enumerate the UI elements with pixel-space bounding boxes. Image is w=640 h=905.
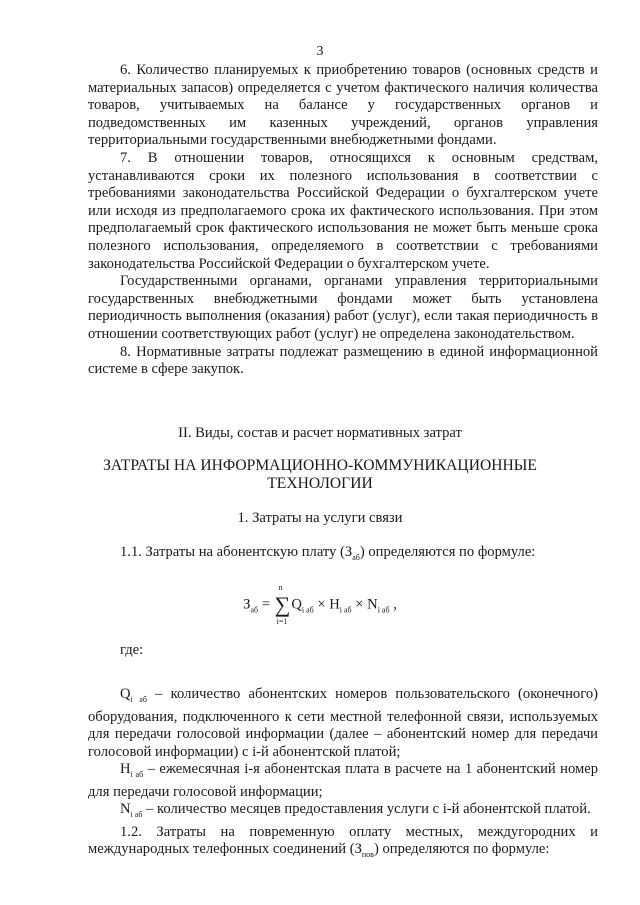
formula-h-sub: i аб — [339, 605, 352, 615]
section-title: II. Виды, состав и расчет нормативных затрат — [178, 425, 462, 441]
definition-h — [88, 761, 598, 801]
formula-lhs-sub: аб — [250, 605, 259, 615]
sum-sign — [274, 583, 291, 626]
sum-top: n — [278, 583, 283, 592]
para-1-1-after: ) определяются по формуле: — [359, 544, 536, 560]
paragraph-1-1 — [88, 544, 598, 567]
para-1-2-before: 1.2. Затраты на повременную оплату местных, междугородних и международных телефонных соединений ( — [88, 823, 598, 858]
paragraph-8: 8. Нормативные затраты подлежат размещению в единой информационной системе в сфере закупок. — [88, 343, 598, 378]
def-q-sym: Q — [120, 686, 131, 702]
top-paragraphs — [88, 62, 598, 379]
sub-heading: 1. Затраты на услуги связи — [237, 510, 403, 526]
para-1-1-sub: аб — [352, 552, 360, 562]
formula-q-sub: i аб — [301, 605, 314, 615]
where-block — [88, 642, 598, 660]
formula-end: , — [389, 596, 397, 613]
main-heading-line2: ТЕХНОЛОГИИ — [267, 475, 373, 492]
definition-q — [88, 686, 598, 761]
formula-lhs: З — [243, 596, 251, 613]
formula-x2: × — [351, 596, 368, 613]
formula-eq: = — [258, 596, 274, 613]
definition-n — [88, 801, 598, 824]
paragraph-6: 6. Количество планируемых к приобретению товаров (основных средств и материальных запасов) определяется с учетом фактического наличия количества товаров, учитываемых на балансе у государственных органов и подведомственных им казенных учреждений, органов управления территориальными государственными внебюджетными фондами. — [88, 62, 598, 149]
def-n-sym: N — [120, 801, 131, 818]
para-1-1-sym: З — [344, 544, 353, 560]
formula-abonent — [0, 583, 640, 626]
formula-n-sub: i аб — [377, 605, 390, 615]
para-1-2-after: ) определяются по формуле: — [373, 841, 550, 858]
sum-bottom: i=1 — [276, 617, 288, 626]
def-q-sub: i аб — [130, 694, 147, 704]
def-h-sub: i аб — [130, 770, 144, 780]
def-h-text: – ежемесячная i-я абонентская плата в расчете на 1 абонентский номер для передачи голосовой информации; — [88, 761, 599, 800]
para-1-2-sub: пов — [361, 850, 374, 860]
para-1-1-before: 1.1. Затраты на абонентскую плату ( — [120, 544, 345, 560]
page-number: 3 — [316, 44, 324, 59]
paragraph-7: 7. В отношении товаров, относящихся к основным средствам, устанавливаются сроки их полезного использования в соответствии с требованиями законодательства Российской Федерации о бухгалтерском учете или исходя из предполагаемого срока их фактического использования. При этом предполагаемый срок фактического использования не может быть меньше срока полезного использования, определяемого в соответствии с требованиями законодательства Российской Федерации о бухгалтерском учете. — [88, 149, 598, 272]
formula-x1: × — [313, 596, 330, 613]
def-n-text: – количество месяцев предоставления услуги с i-й абонентской платой. — [142, 801, 591, 818]
where-label: где: — [120, 642, 144, 658]
paragraph-1-2 — [88, 824, 598, 864]
def-h-sym: H — [120, 761, 131, 778]
main-heading-line1: ЗАТРАТЫ НА ИНФОРМАЦИОННО-КОММУНИКАЦИОННЫЕ — [103, 457, 537, 474]
def-q-text: – количество абонентских номеров пользовательского (оконечного) оборудования, подключенного к сети местной телефонной связи, используемых для передачи голосовой информации (далее – абонентский номер для передачи голосовой информации) с i-й абонентской платой; — [88, 686, 599, 760]
paragraph-periodicity: Государственными органами, органами управления территориальными государственных внебюджетными фондами может быть установлена периодичность выполнения (оказания) работ (услуг), если такая периодичность в отношении соответствующих работ (услуг) не определена законодательством. — [88, 273, 598, 342]
definitions — [88, 686, 598, 864]
formula-q: Q — [291, 596, 302, 613]
def-n-sub: i аб — [130, 810, 143, 820]
para-1-2-sym: З — [354, 841, 362, 858]
formula-h: H — [329, 596, 340, 613]
formula-n: N — [367, 596, 378, 613]
sum-sigma: ∑ — [274, 592, 291, 617]
